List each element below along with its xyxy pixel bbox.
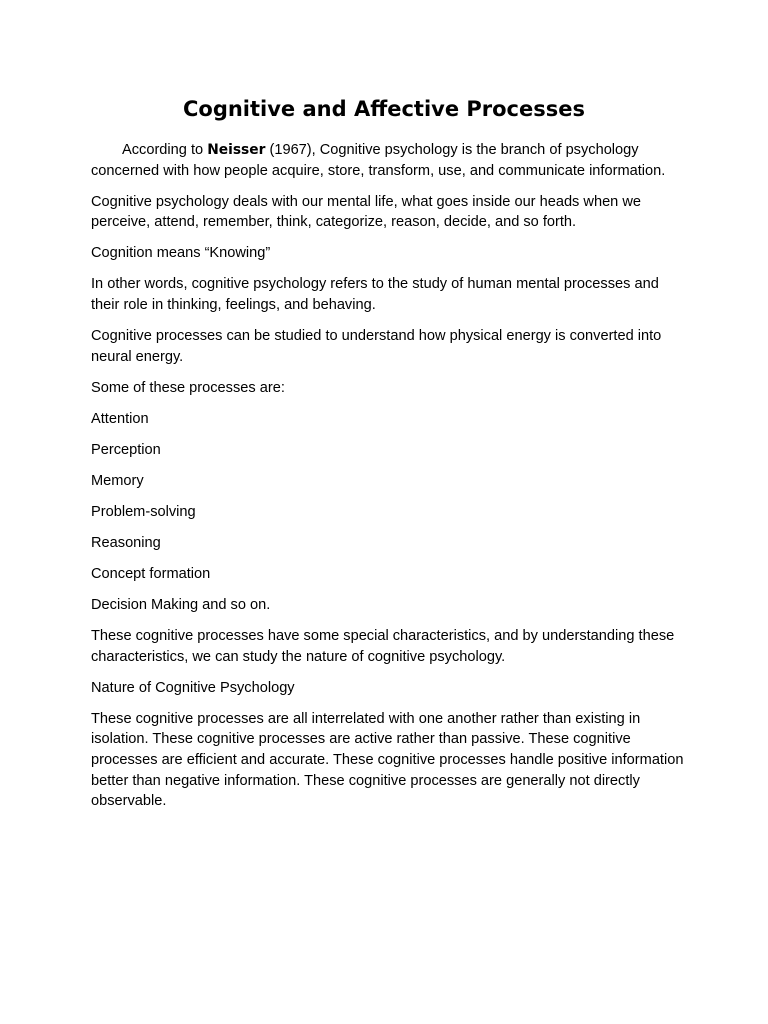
paragraph-mental-life: Cognitive psychology deals with our mental life, what goes inside our heads when we perceive, attend, remember, think, categorize, reason, decide, and so forth. [91, 193, 642, 231]
process-item-reasoning: Reasoning [91, 534, 161, 551]
nature-heading: Nature of Cognitive Psychology [91, 679, 295, 696]
paragraph-nature: These cognitive processes are all interrelated with one another rather than existing in isolation. These cognitive processes are active rather than passive. These cognitive processes are efficient and accurate. These cognitive processes handle positive information better than negative information. These cognitive processes are generally not directly observable. [91, 710, 684, 810]
intro-lead: According to [122, 142, 204, 158]
paragraph-characteristics: These cognitive processes have some special characteristics, and by understanding these characteristics, we can study the nature of cognitive psychology. [91, 627, 675, 665]
author-name: Neisser [207, 142, 266, 158]
paragraph-cognition-meaning: Cognition means “Knowing” [91, 245, 271, 262]
process-item-concept-formation: Concept formation [91, 565, 211, 582]
process-item-decision-making: Decision Making and so on. [91, 596, 271, 613]
process-item-attention: Attention [91, 410, 149, 427]
intro-paragraph [91, 140, 691, 181]
process-item-perception: Perception [91, 441, 161, 458]
process-item-problem-solving: Problem-solving [91, 503, 196, 520]
document-title: Cognitive and Affective Processes [182, 97, 585, 121]
paragraph-other-words: In other words, cognitive psychology refers to the study of human mental processes and their role in thinking, feelings, and behaving. [91, 276, 659, 314]
paragraph-processes-intro: Some of these processes are: [91, 379, 285, 396]
process-item-memory: Memory [91, 472, 144, 489]
intro-rest: (1967), Cognitive psychology is the branch of psychology concerned with how people acquire, store, transform, use, and communicate information. [91, 142, 666, 179]
paragraph-neural-energy: Cognitive processes can be studied to understand how physical energy is converted into neural energy. [91, 328, 662, 365]
document-body [91, 140, 691, 822]
